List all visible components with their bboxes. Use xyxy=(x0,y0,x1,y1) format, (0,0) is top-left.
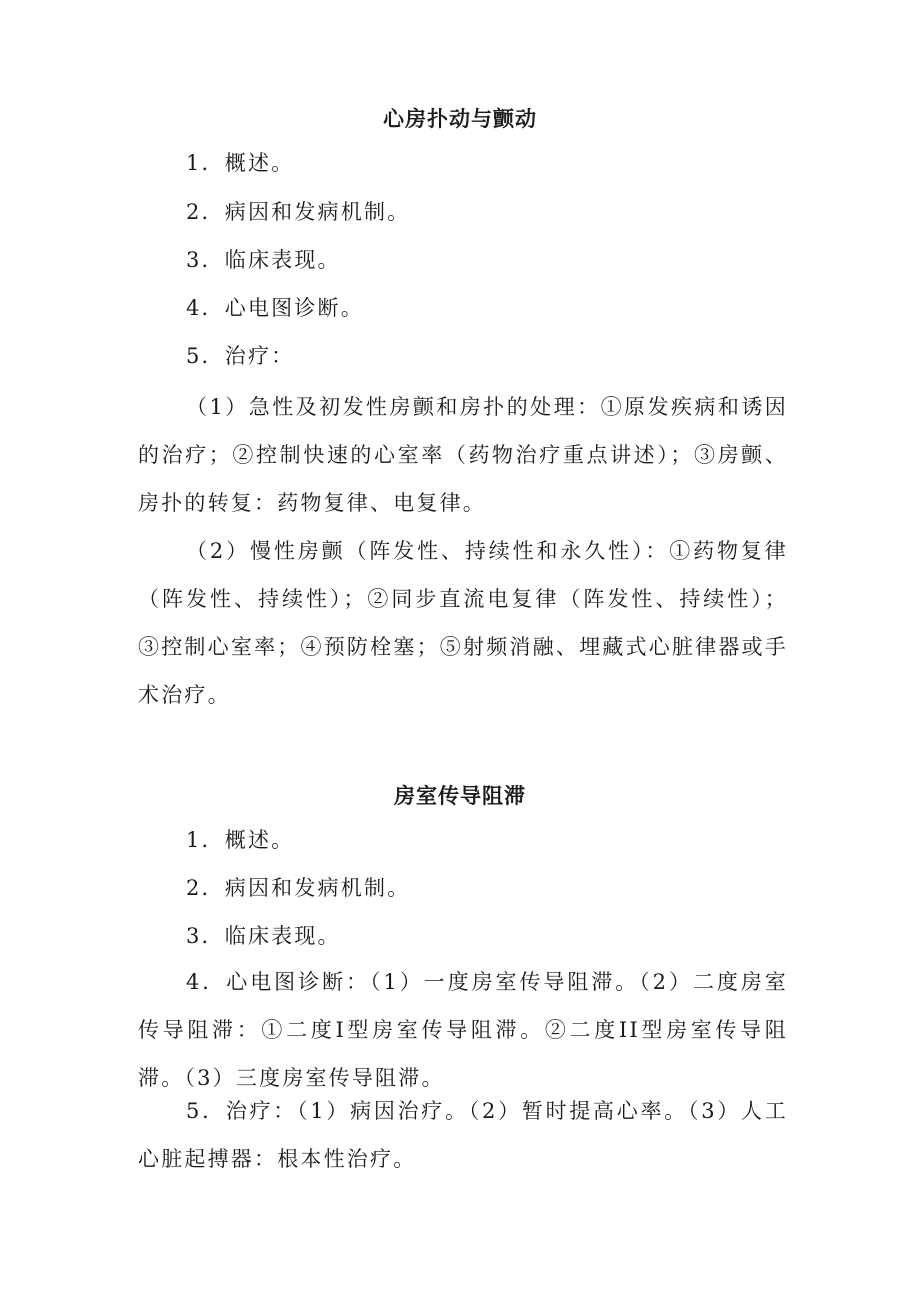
list-item: 1．概述。 xyxy=(186,151,295,175)
list-item: 2．病因和发病机制。 xyxy=(186,876,411,900)
diagnosis-paragraph: 4．心电图诊断：（1）一度房室传导阻滞。（2）二度房室传导阻滞：①二度Ⅰ型房室传导阻滞。②二度II型房室传导阻滞。（3）三度房室传导阻滞。 xyxy=(138,970,788,1090)
treatment-paragraph-acute: （1）急性及初发性房颤和房扑的处理：①原发疾病和诱因的治疗；②控制快速的心室率（药物治疗重点讲述）；③房颤、房扑的转复：药物复律、电复律。 xyxy=(138,395,788,515)
list-item: 4．心电图诊断。 xyxy=(186,296,364,320)
list-item: 2．病因和发病机制。 xyxy=(186,200,411,224)
treatment-paragraph: 5．治疗：（1）病因治疗。（2）暂时提高心率。（3）人工心脏起搏器：根本性治疗。 xyxy=(138,1099,788,1171)
section-title-av-block: 房室传导阻滞 xyxy=(394,784,526,808)
treatment-paragraph-chronic: （2）慢性房颤（阵发性、持续性和永久性）：①药物复律（阵发性、持续性）；②同步直流电复律（阵发性、持续性）；③控制心室率；④预防栓塞；⑤射频消融、埋藏式心脏律器或手术治疗。 xyxy=(138,539,788,707)
list-item: 3．临床表现。 xyxy=(186,248,341,272)
list-item: 3．临床表现。 xyxy=(186,924,341,948)
list-item: 5．治疗： xyxy=(186,344,295,368)
list-item: 1．概述。 xyxy=(186,828,295,852)
section-title-atrial-flutter-fibrillation: 心房扑动与颤动 xyxy=(383,107,537,131)
